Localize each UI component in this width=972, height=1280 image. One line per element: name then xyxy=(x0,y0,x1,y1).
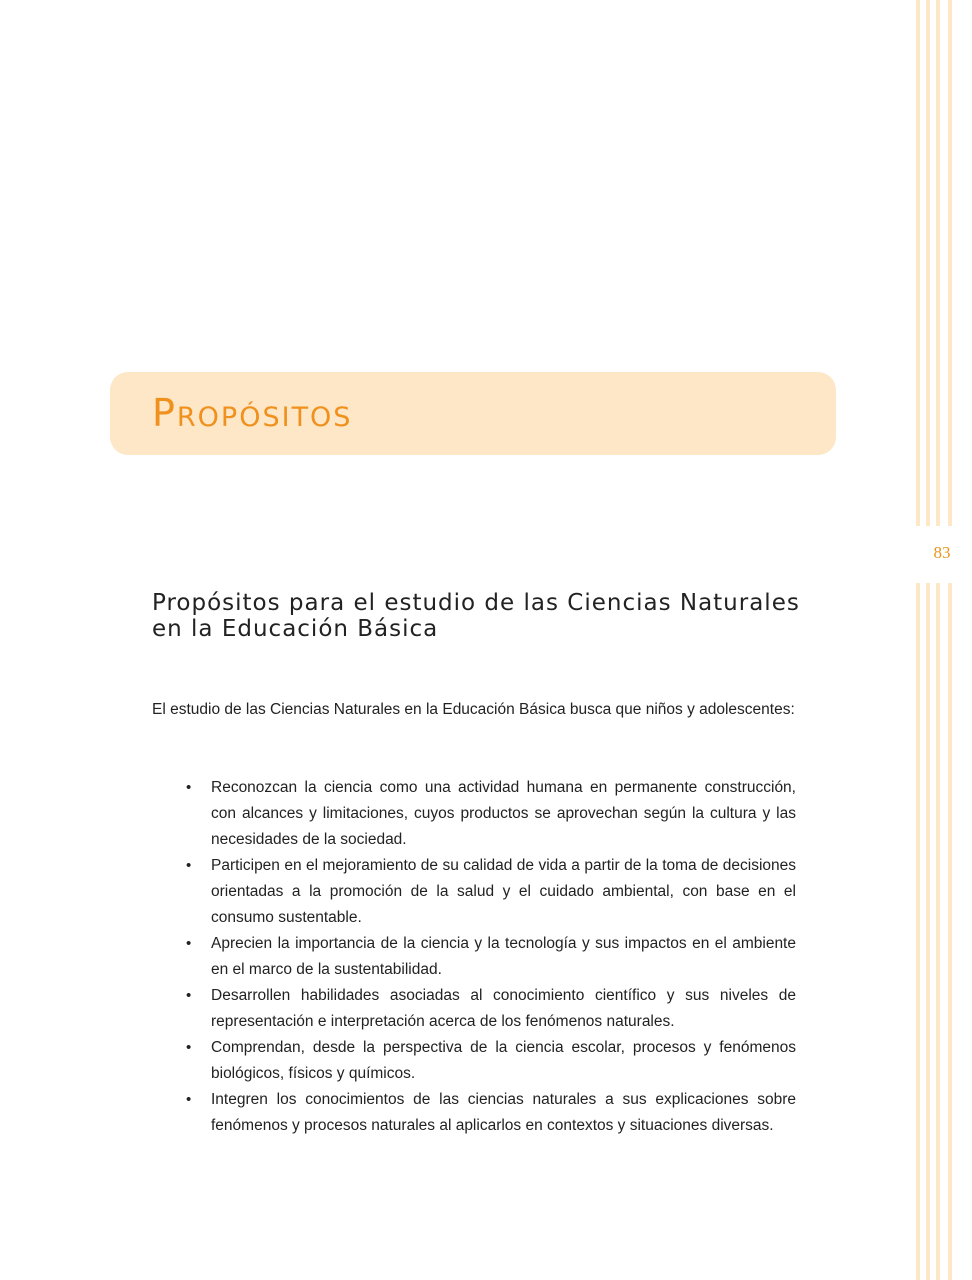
list-item-text: Reconozcan la ciencia como una actividad humana en permanente construcción, con alcances y limitaciones, cuyos productos se aprovechan según la cultura y las necesidades de la sociedad. xyxy=(211,779,796,848)
list-item xyxy=(152,983,796,1035)
stripe xyxy=(936,583,940,1280)
stripe xyxy=(926,0,930,526)
bullet-icon: • xyxy=(186,935,192,952)
stripe xyxy=(948,0,952,526)
purpose-list xyxy=(152,775,796,1139)
banner-title: Propósitos xyxy=(152,391,353,435)
list-item xyxy=(152,853,796,931)
page-number: 83 xyxy=(933,543,951,562)
list-item-text: Participen en el mejoramiento de su calidad de vida a partir de la toma de decisiones orientadas a la promoción de la salud y el cuidado ambiental, con base en el consumo sustentable. xyxy=(211,857,796,926)
bullet-icon: • xyxy=(186,1091,192,1108)
list-item xyxy=(152,775,796,853)
intro-paragraph: El estudio de las Ciencias Naturales en la Educación Básica busca que niños y adolescentes: xyxy=(152,701,795,718)
list-item xyxy=(152,931,796,983)
stripe xyxy=(916,0,920,526)
list-item-text: Integren los conocimientos de las ciencias naturales a sus explicaciones sobre fenómenos y procesos naturales al aplicarlos en contextos y situaciones diversas. xyxy=(211,1091,796,1134)
stripe xyxy=(916,583,920,1280)
stripe xyxy=(926,583,930,1280)
bullet-icon: • xyxy=(186,779,192,796)
section-banner xyxy=(110,372,836,455)
list-item-text: Aprecien la importancia de la ciencia y la tecnología y sus impactos en el ambiente en el marco de la sustentabilidad. xyxy=(211,935,796,978)
list-item-text: Comprendan, desde la perspectiva de la ciencia escolar, procesos y fenómenos biológicos, físicos y químicos. xyxy=(211,1039,796,1082)
list-item xyxy=(152,1087,796,1139)
section-heading: Propósitos para el estudio de las Ciencias Naturales en la Educación Básica xyxy=(152,590,800,642)
stripe xyxy=(948,583,952,1280)
bullet-icon: • xyxy=(186,987,192,1004)
bullet-icon: • xyxy=(186,1039,192,1056)
list-item-text: Desarrollen habilidades asociadas al conocimiento científico y sus niveles de representación e interpretación acerca de los fenómenos naturales. xyxy=(211,987,796,1030)
list-item xyxy=(152,1035,796,1087)
bullet-icon: • xyxy=(186,857,192,874)
stripe xyxy=(936,0,940,526)
